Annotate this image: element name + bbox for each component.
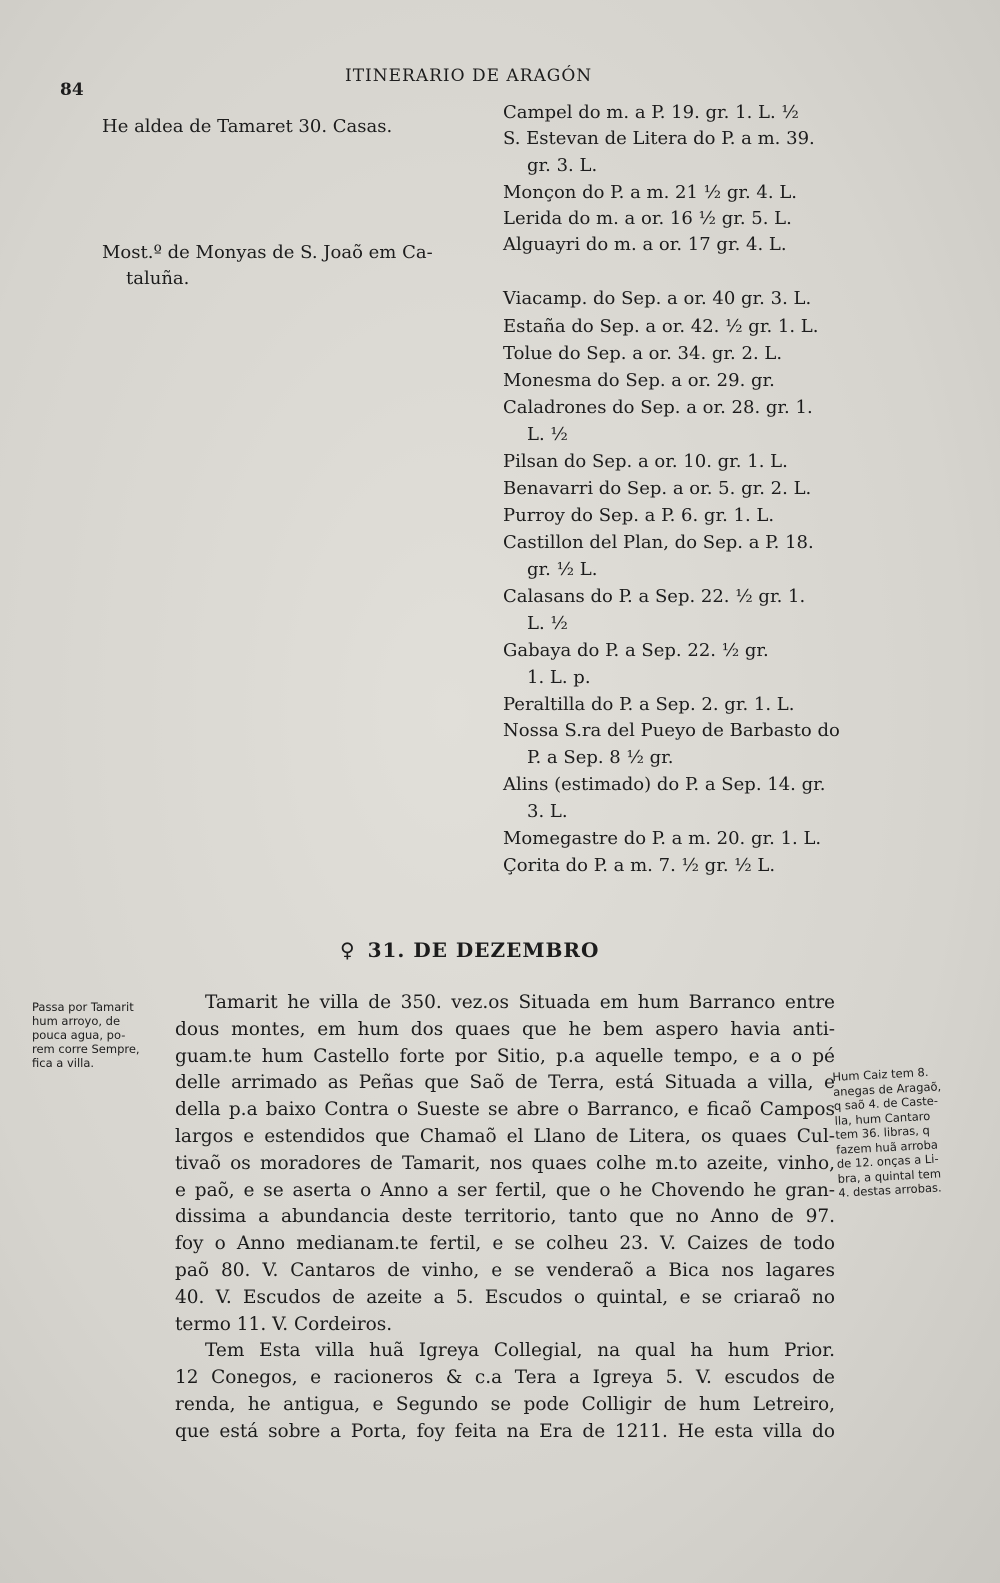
body-line: tivaõ os moradores de Tamarit, nos quaes colhe m.to azeite, vinho,: [175, 1152, 835, 1174]
left-entry: [102, 240, 433, 292]
margin-note-line: Hum Caiz tem 8.: [832, 1064, 929, 1084]
body-line: que está sobre a Porta, foy feita na Era de 1211. He esta villa do: [175, 1420, 835, 1442]
left-entry-line: Most.º de Monyas de S. Joaõ em Ca-: [102, 242, 433, 263]
right-entry-line: Alins (estimado) do P. a Sep. 14. gr.: [503, 774, 826, 795]
right-entry: [503, 314, 818, 341]
right-entry: [503, 503, 774, 530]
right-entry: [503, 476, 811, 503]
right-entry-line: Estaña do Sep. a or. 42. ½ gr. 1. L.: [503, 316, 819, 337]
left-entry: [102, 114, 392, 140]
left-entry-line: He aldea de Tamaret 30. Casas.: [102, 116, 393, 137]
right-entry: [503, 180, 797, 207]
margin-note-line: pouca agua, po-: [32, 1028, 126, 1042]
right-entry-line: Momegastre do P. a m. 20. gr. 1. L.: [503, 828, 822, 849]
right-entry-line: 1. L. p.: [527, 666, 591, 688]
margin-note-line: anegas de Aragaõ,: [832, 1078, 942, 1099]
margin-note-left: [32, 1000, 172, 1070]
body-line: termo 11. V. Cordeiros.: [175, 1313, 393, 1335]
margin-note-line: hum arroyo, de: [32, 1014, 121, 1028]
right-entry-line: Lerida do m. a or. 16 ½ gr. 5. L.: [503, 208, 792, 229]
body-line: largos e estendidos que Chamaõ el Llano de Litera, os quaes Cul-: [175, 1125, 835, 1147]
right-entry-line: Campel do m. a P. 19. gr. 1. L. ½: [503, 102, 799, 123]
right-entry-line: gr. ½ L.: [527, 558, 598, 580]
right-entry-line: Benavarri do Sep. a or. 5. gr. 2. L.: [503, 478, 812, 499]
section-heading: [340, 938, 599, 962]
body-line: e paõ, e se aserta o Anno a ser fertil, que o he Chovendo he gran-: [175, 1179, 835, 1201]
right-entry: [503, 638, 769, 691]
margin-note-line: Passa por Tamarit: [32, 1000, 134, 1014]
margin-note-line: rem corre Sempre,: [32, 1042, 140, 1056]
section-heading-text: 31. DE DEZEMBRO: [367, 938, 600, 962]
body-line: della p.a baixo Contra o Sueste se abre o Barranco, e ficaõ Campos: [175, 1099, 835, 1121]
right-entry-line: Monçon do P. a m. 21 ½ gr. 4. L.: [503, 182, 798, 203]
body-line: guam.te hum Castello forte por Sitio, p.a aquelle tempo, e a o pé: [175, 1045, 835, 1067]
body-line: Tem Esta villa huã Igreya Collegial, na qual ha hum Prior.: [205, 1340, 835, 1362]
right-entry: [503, 100, 799, 127]
margin-note-line: fazem huã arroba: [835, 1137, 939, 1157]
right-entry-line: Pilsan do Sep. a or. 10. gr. 1. L.: [503, 451, 788, 472]
page-number: 84: [60, 80, 84, 100]
body-line: 12 Conegos, e racioneros & c.a Tera a Igreya 5. V. escudos de: [175, 1367, 835, 1389]
body-line: foy o Anno medianam.te fertil, e se colheu 23. V. Caizes de todo: [175, 1233, 835, 1255]
right-entry: [503, 530, 814, 583]
body-line: 40. V. Escudos de azeite a 5. Escudos o quintal, e se criaraõ no: [175, 1286, 835, 1308]
right-entry-line: Peraltilla do P. a Sep. 2. gr. 1. L.: [503, 694, 795, 715]
body-line: renda, he antigua, e Segundo se pode Colligir de hum Letreiro,: [175, 1393, 835, 1415]
right-entry: [503, 286, 811, 313]
right-entry: [503, 449, 788, 476]
right-entry-line: Gabaya do P. a Sep. 22. ½ gr.: [503, 640, 769, 661]
body-line: Tamarit he villa de 350. vez.os Situada em hum Barranco entre: [205, 992, 835, 1013]
right-entry-line: P. a Sep. 8 ½ gr.: [527, 746, 674, 768]
body-text: [175, 990, 835, 1446]
right-entry: [503, 126, 815, 179]
right-entry-line: L. ½: [527, 423, 568, 445]
right-entry-line: Monesma do Sep. a or. 29. gr.: [503, 370, 775, 391]
right-entry-line: Caladrones do Sep. a or. 28. gr. 1.: [503, 397, 813, 418]
body-line: paõ 80. V. Cantaros de vinho, e se venderaõ a Bica nos lagares: [175, 1259, 835, 1281]
margin-note-right: [832, 1062, 999, 1201]
right-entry: [503, 853, 775, 880]
right-entry: [503, 718, 840, 771]
margin-note-line: q saõ 4. de Caste-: [833, 1093, 939, 1113]
margin-note-line: de 12. onças a Li-: [836, 1151, 939, 1171]
body-line: dissima a abundancia deste territorio, tanto que no Anno de 97.: [175, 1206, 835, 1228]
body-line: delle arrimado as Peñas que Saõ de Terra, está Situada a villa, e: [175, 1072, 835, 1094]
right-entry: [503, 341, 782, 368]
right-entry: [503, 206, 792, 233]
right-entry-line: Çorita do P. a m. 7. ½ gr. ½ L.: [503, 855, 776, 876]
margin-note-line: 4. destas arrobas.: [838, 1180, 942, 1200]
right-entry-line: gr. 3. L.: [527, 154, 598, 176]
right-entry-line: Viacamp. do Sep. a or. 40 gr. 3. L.: [503, 288, 812, 309]
right-entry: [503, 232, 787, 259]
right-entry: [503, 584, 805, 637]
right-entry-line: Purroy do Sep. a P. 6. gr. 1. L.: [503, 505, 775, 526]
right-entry-line: 3. L.: [527, 800, 568, 822]
right-entry-line: S. Estevan de Litera do P. a m. 39.: [503, 128, 815, 149]
right-entry-line: Tolue do Sep. a or. 34. gr. 2. L.: [503, 343, 783, 364]
right-entry-line: Calasans do P. a Sep. 22. ½ gr. 1.: [503, 586, 806, 607]
right-entry-line: Castillon del Plan, do Sep. a P. 18.: [503, 532, 814, 553]
right-entry-line: Nossa S.ra del Pueyo de Barbasto do: [503, 720, 840, 741]
margin-note-line: bra, a quintal tem: [837, 1165, 942, 1186]
margin-note-line: tem 36. libras, q: [835, 1122, 931, 1142]
right-entry-line: Alguayri do m. a or. 17 gr. 4. L.: [503, 234, 787, 255]
right-entry: [503, 692, 794, 719]
margin-note-line: lla, hum Cantaro: [834, 1108, 931, 1128]
right-entry: [503, 772, 825, 825]
right-entry-line: L. ½: [527, 612, 568, 634]
venus-symbol-icon: ♀: [340, 938, 356, 962]
left-entry-line: taluña.: [126, 268, 190, 289]
right-entry: [503, 826, 821, 853]
right-entry: [503, 368, 775, 395]
right-entry: [503, 395, 813, 448]
body-line: dous montes, em hum dos quaes que he bem aspero havia anti-: [175, 1018, 835, 1040]
running-title: ITINERARIO DE ARAGÓN: [345, 66, 593, 86]
margin-note-line: fica a villa.: [32, 1056, 95, 1070]
